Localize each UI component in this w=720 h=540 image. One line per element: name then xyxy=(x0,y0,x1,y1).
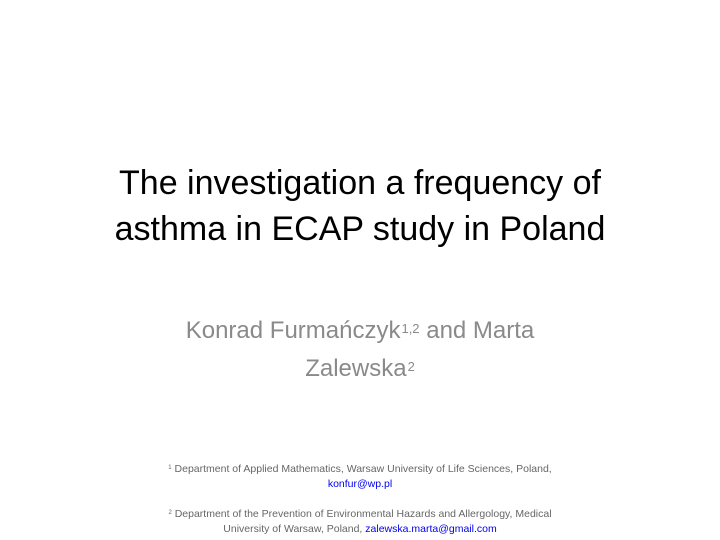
affiliation-1-email-link[interactable]: konfur@wp.pl xyxy=(327,478,393,490)
author-1-affiliation-marker: 1,2 xyxy=(401,321,420,336)
authors-subtitle xyxy=(108,312,612,388)
affiliation-2-text-line-1: Department of the Prevention of Environmental Hazards and Allergology, Medical xyxy=(171,508,552,520)
affiliations-block xyxy=(108,462,612,537)
affiliation-1-marker: 1 xyxy=(168,465,172,471)
affiliation-1 xyxy=(108,462,612,477)
affiliation-spacer xyxy=(108,492,612,507)
title-line-1: The investigation a frequency of xyxy=(119,164,601,202)
author-2-name: Zalewska xyxy=(305,355,407,382)
slide-title xyxy=(54,160,666,252)
authors-connector: and Marta xyxy=(419,317,535,344)
affiliation-2-text-line-2: University of Warsaw, Poland, xyxy=(223,523,366,535)
affiliation-2-line-2 xyxy=(108,522,612,537)
author-2-affiliation-marker: 2 xyxy=(407,359,415,374)
affiliation-2-email-link[interactable]: zalewska.marta@gmail.com xyxy=(365,523,497,535)
affiliation-1-text: Department of Applied Mathematics, Warsaw University of Life Sciences, Poland, xyxy=(171,463,552,475)
title-line-2: asthma in ECAP study in Poland xyxy=(114,210,606,248)
affiliation-2 xyxy=(108,507,612,522)
author-1-name: Konrad Furmańczyk xyxy=(185,317,401,344)
affiliation-2-marker: 2 xyxy=(168,510,172,516)
affiliation-1-email-line xyxy=(108,477,612,492)
